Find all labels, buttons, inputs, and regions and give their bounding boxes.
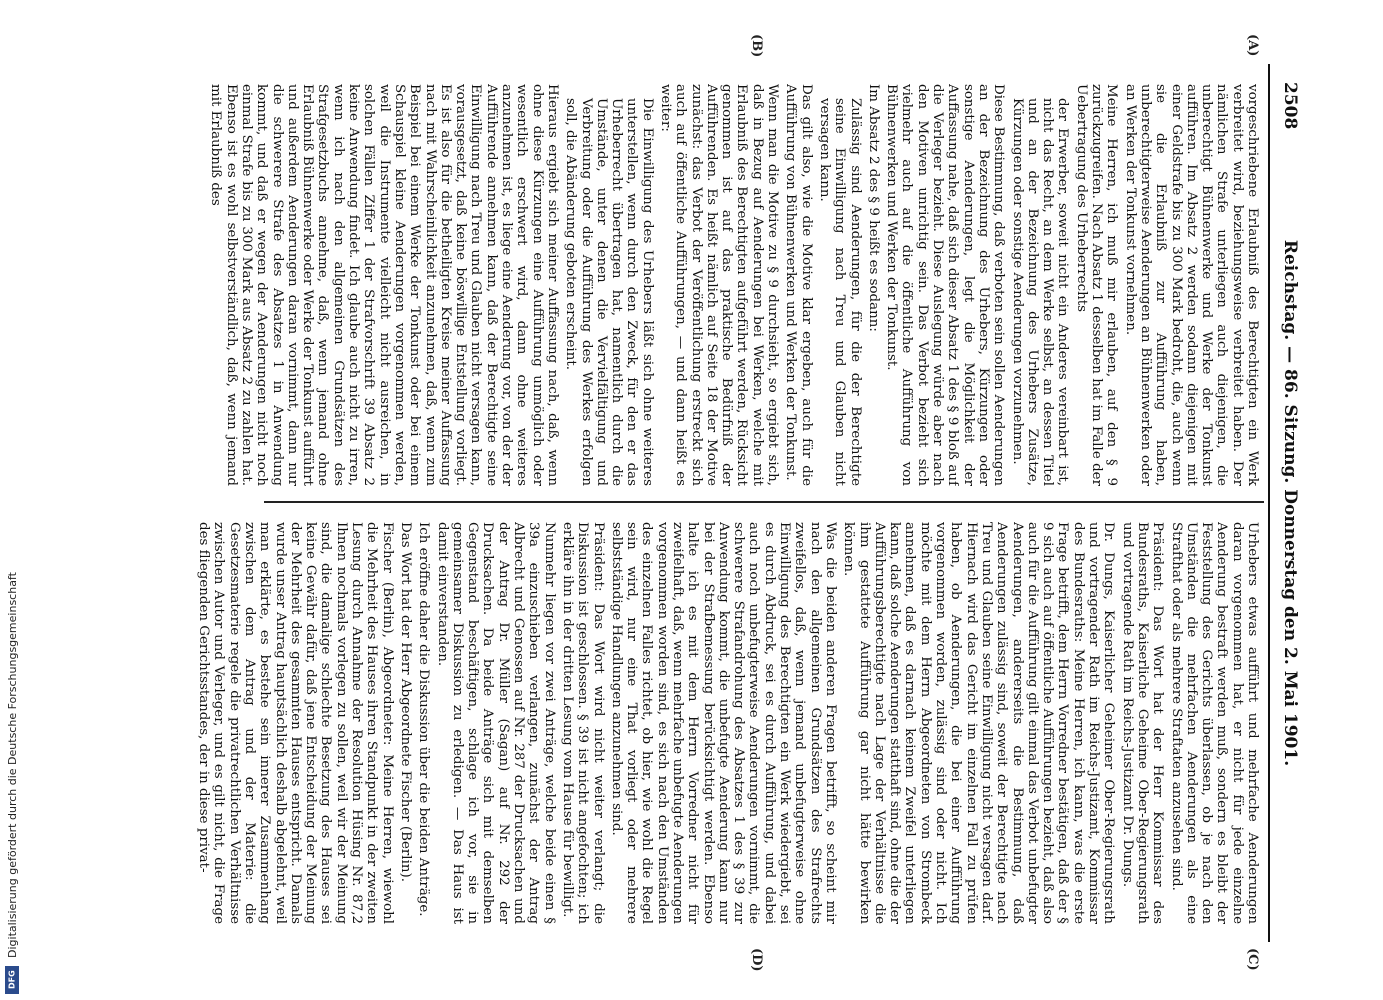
margin-marker-b: (B) — [749, 34, 764, 58]
paragraph: Präsident: Das Wort wird nicht weiter verlangt; die Diskussion ist geschlossen. § 39 ist nicht angefochten; ich erkläre ihn in der dritten Lesung vom Hause für bewilligt. — [559, 522, 606, 924]
paragraph: Ich eröffne daher die Diskussion über die beiden Anträge. — [416, 522, 432, 917]
margin-marker-a: (A) — [1245, 34, 1260, 57]
paragraph: Das gilt also, wie die Motive klar ergeben, auch für die Aufführung von Bühnenwerken und Werken der Tonkunst. — [783, 84, 814, 486]
left-column — [170, 84, 1260, 486]
paragraph: Wenn man die Motive zu § 9 durchsieht, so ergiebt sich, daß in Bezug auf Aenderungen bei Werken, welche mit Erlaubniß des Berechtigten aufgeführt werden, Rücksicht genommen ist auf das praktische Bedürfniß der Aufführenden. Es heißt nämlich auf Seite 18 der Motive zunächst: das Verbot der Veröffentlichung erstreckt sich auch auf öffentliche Aufführungen, — und dann heißt es weiter: — [658, 84, 781, 486]
quote: der Erwerber, soweit nicht ein Anderes vereinbart ist, nicht das Recht, an dem Werke selbst, an dessen Titel und an der Bezeichnung des Urhebers Zusätze, Kürzungen oder sonstige Aenderungen vorzunehmen. — [1009, 98, 1071, 486]
paragraph: Fischer (Berlin), Abgeordneter: Meine Herren, wiewohl die Mehrheit des Hauses ihren Standpunkt in der zweiten Lesung durch Annahme der Resolution Hüsing Nr. 87,2 Ihnen nochmals vorlegen zu sollen, weil wir der Meinung sind, die damalige schlechte Besetzung des Hauses sei keine Gewähr dafür, daß jene Entscheidung der Meinung der Mehrheit des gesammten Hauses entspricht. Damals wurde unser Antrag hauptsächlich deshalb abgelehnt, weil man erklärte, es bestehe sein innerer Zusammenhang zwischen dem Antrag und der Materie: die Gesetzesmaterie regele die privatrechtlichen Verhältnisse zwischen Autor und Verleger, und es gilt nicht, die Frage des fliegenden Gerichtsstandes, der in diese privat- — [196, 522, 395, 924]
paragraph: vorgeschriebene Erlaubniß des Berechtigten ein Werk verbreitet wird, beziehungsweise verbreitet haben. Der nämlichen Strafe unterliegen auch diejenigen, die unberechtigt Bühnenwerke und Werke der Tonkunst aufführen. Im Absatz 2 werden sodann diejenigen mit einer Geldstrafe bis zu 300 Mark bedroht, die, auch wenn sie die Erlaubniß zur Aufführung haben, unberechtigterweise Aenderungen an Bühnenwerken oder an Werken der Tonkunst vornehmen. — [1122, 84, 1260, 486]
paragraph: Diese Bestimmung, daß verboten sein sollen Aenderungen an der Bezeichnung des Urhebers, Kürzungen oder sonstige Aenderungen, legt die Möglichkeit der Auffassung nahe, daß sich dieser Absatz 1 des § 9 bloß auf die Verleger bezieht. Diese Auslegung würde aber nach den Motiven unrichtig sein. Das Verbot bezieht sich vielmehr auch auf die öffentliche Aufführung von Bühnenwerken und Werken der Tonkunst. — [884, 84, 1007, 486]
paragraph: Hieraus ergiebt sich meiner Auffassung nach, daß, wenn ohne diese Kürzungen eine Aufführung unmöglich oder wesentlich erschwert wird, dann ohne weiteres anzunehmen ist, es liege eine Aenderung vor, von der der Aufführende annehmen kann, daß der Berechtigte seine Einwilligung nach Treu und Glauben nicht versagen kann, vorausgesetzt, daß keine böswillige Entstellung vorliegt. Es ist also für die betheiligten Kreise meiner Auffassung nach mit Wahrscheinlichkeit anzunehmen, daß, wenn zum Beispiel bei einem Werke der Tonkunst oder bei einem Schauspiel kleine Aenderungen vorgenommen werden, weil die Instrumente vielleicht nicht ausreichen, in solchen Fällen Ziffer 1 der Strafvorschrift 39 Absatz 2 keine Anwendung findet. Ich glaube auch nicht zu irren, wenn ich nach den allgemeinen Grundsätzen des Strafgesetzbuchs annehme, daß, wenn jemand ohne Erlaubniß Bühnenwerke oder Werke der Tonkunst aufführt und außerdem Aenderungen daran vornimmt, dann nur die schwerere Strafe des Absatzes 1 in Anwendung kommt, und daß er wegen der Aenderungen nicht noch einmal Strafe bis zu 300 Mark aus Absatz 2 zu zahlen hat. Ebenso ist es wohl selbstverständlich, daß, wenn jemand mit Erlaubniß des — [208, 84, 560, 486]
margin-marker-d: (D) — [749, 948, 764, 972]
column-divider — [264, 501, 1264, 503]
footer-credit: Digitalisierung gefördert durch die Deutsche Forschungsgemeinschaft — [6, 572, 19, 958]
footer-strip — [2, 0, 24, 1000]
header-rule — [1268, 64, 1270, 942]
quote: Die Einwilligung des Urhebers läßt sich ohne weiteres unterstellen, wenn durch den Zweck, für den er das Urheberrecht übertragen hat, namentlich durch die Umstände, unter denen die Vervielfältigung und Verbreitung oder die Aufführung des Werkes erfolgen soll, die Abänderung geboten erscheint. — [563, 98, 655, 486]
paragraph: Was die beiden anderen Fragen betrifft, so scheint mir nach den allgemeinen Grundsätzen des Strafrechts zweifellos, daß, wenn jemand unbefugterweise ohne Einwilligung des Berechtigten ein Werk wiedergiebt, sei es durch Abdruck, sei es durch Aufführung, und dabei auch noch unbefugterweise Aenderungen vornimmt, die schwerere Strafandrohung des Absatzes 1 des § 39 zur Anwendung kommt, die unbefugte Aenderung kann nur bei der Strafbemessung berücksichtigt werden. Ebenso halte ich es mit dem Herrn Vorredner nicht für zweifelhaft, daß, wenn mehrfache unbefugte Aenderungen vorgenommen worden sind, es sich nach den Umständen des einzelnen Falles richtet, ob hier, wie wohl die Regel sein wird, nur eine That vorliegt oder mehrere selbstständige Handlungen anzunehmen sind. — [608, 522, 838, 924]
paragraph: Das Wort hat der Herr Abgeordnete Fischer (Berlin). — [397, 522, 413, 882]
page-number: 2508 — [1280, 82, 1300, 130]
paragraph: Dr. Dungs, Kaiserlicher Geheimer Ober-Regierungsrath und vortragender Rath im Reichs-Justizamt, Kommissar des Bundesraths: Meine Herren, ich kann, was die erste Frage betrifft, dem Herrn Vorredner bestätigen, daß der § 9 sich auch auf öffentliche Aufführungen bezieht, daß also auch für die Aufführung gilt einmal das Verbot unbefugter Aenderungen, andererseits die Bestimmung, daß Aenderungen zulässig sind, soweit der Berechtigte nach Treu und Glauben seine Einwilligung nicht versagen darf. Hiernach wird das Gericht im einzelnen Fall zu prüfen haben, ob Aenderungen, die bei einer Aufführung vorgenommen worden, zulässig sind oder nicht. Ich möchte mit dem Herrn Abgeordneten von Strombeck annehmen, daß es darnach keinem Zweifel unterliegen kann, daß solche Aenderungen statthaft sind, ohne die der Aufführungsberechtigte nach Lage der Verhältnisse die ihm gestattete Aufführung gar nicht hätte bewirken können. — [841, 522, 1117, 924]
paragraph: Im Absatz 2 des § 9 heißt es sodann: — [865, 84, 881, 332]
paragraph: Urhebers etwas aufführt und mehrfache Aenderungen daran vorgenommen hat, er nicht für jede einzelne Aenderung bestraft werden muß, sondern es bleibt der Feststellung des Gerichts überlassen, ob je nach den Umständen die mehrfachen Aenderungen als eine Strafthat oder als mehrere Straftaten anzusehen sind. — [1168, 522, 1260, 924]
document-page — [84, 34, 1304, 972]
paragraph: Meine Herren, ich muß mir erlauben, auf den § 9 zurückzugreifen. Nach Absatz 1 desselben hat im Falle der Uebertragung des Urheberrechts — [1073, 84, 1120, 486]
page-header — [1274, 64, 1304, 942]
paragraph: Präsident: Das Wort hat der Herr Kommissar des Bundesraths, Kaiserliche Geheime Ober-Regierungsrath und vortragende Rath im Reichs-Justizamt Dr. Dungs. — [1119, 522, 1166, 924]
right-column — [170, 522, 1260, 924]
paragraph: Nunmehr liegen vor zwei Anträge, welche beide einen § 39a einzuschieben verlangen, zunächst der Antrag Albrecht und Genossen auf Nr. 287 der Drucksachen und der Antrag Dr. Müller (Sagan) auf Nr. 292 der Drucksachen. Da beide Anträge sich mit demselben Gegenstand beschäftigen, schlage ich vor, sie in gemeinsamer Diskussion zu erledigen. — Das Haus ist damit einverstanden. — [434, 522, 557, 924]
dfg-logo-icon: DFG — [5, 966, 19, 994]
margin-marker-c: (C) — [1245, 948, 1260, 971]
quote: Zulässig sind Aenderungen, für die der Berechtigte seine Einwilligung nach Treu und Glauben nicht versagen kann. — [816, 98, 863, 486]
page-title: Reichstag. — 86. Sitzung. Donnerstag den 2. Mai 1901. — [1280, 239, 1300, 767]
